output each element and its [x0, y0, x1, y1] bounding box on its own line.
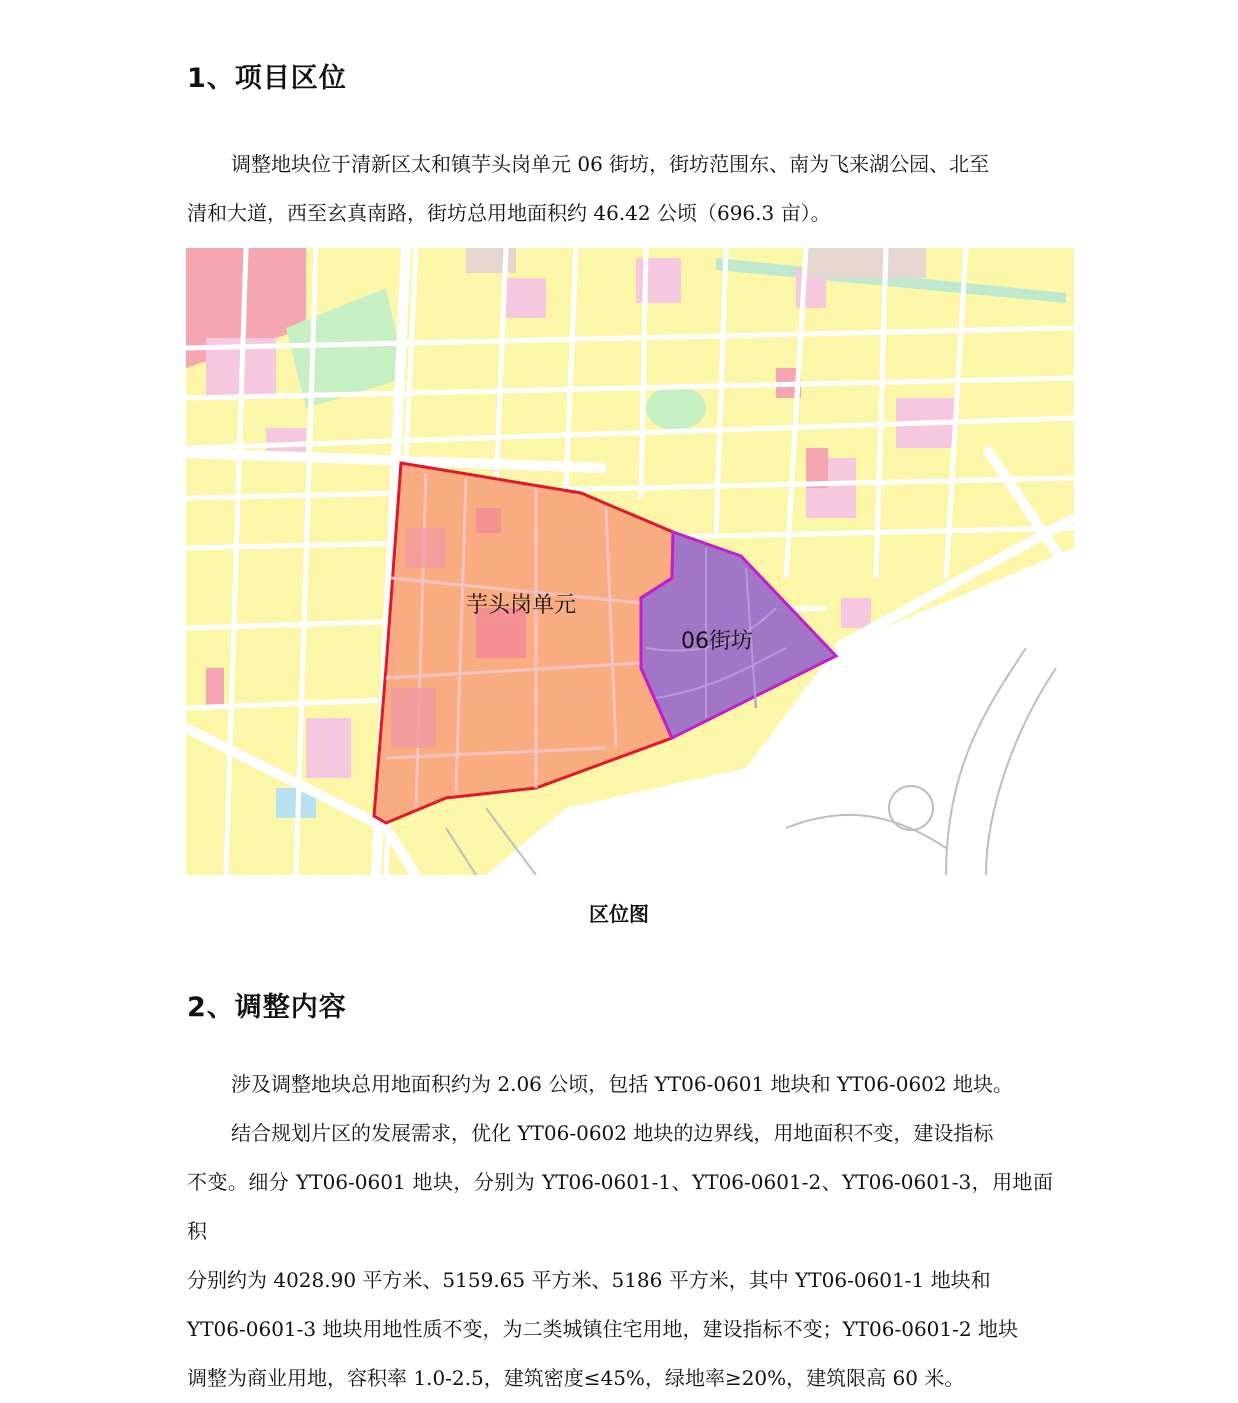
location-map — [186, 248, 1074, 875]
paragraph-line: YT06-0601-3 地块用地性质不变，为二类城镇住宅用地，建设指标不变；YT06-0601-2 地块 — [187, 1317, 1018, 1341]
paragraph-line: 结合规划片区的发展需求，优化 YT06-0602 地块的边界线，用地面积不变，建设指标 — [231, 1121, 994, 1145]
paragraph-line: 不变。细分 YT06-0601 地块，分别为 YT06-0601-1、YT06-0601-2、YT06-0601-3，用地面积 — [187, 1170, 1053, 1243]
paragraph-line: 分别约为 4028.90 平方米、5159.65 平方米、5186 平方米，其中 YT06-0601-1 地块和 — [187, 1268, 991, 1292]
unit-commercial-parcel — [406, 528, 446, 568]
map-commercial-parcel — [206, 668, 224, 708]
unit-label: 芋头岗单元 — [466, 593, 577, 618]
paragraph-line: 涉及调整地块总用地面积约为 2.06 公顷，包括 YT06-0601 地块和 YT06-0602 地块。 — [231, 1072, 1013, 1096]
map-commercial-parcel — [841, 598, 871, 628]
paragraph-line: 调整地块位于清新区太和镇芋头岗单元 06 街坊，街坊范围东、南为飞来湖公园、北至 — [231, 152, 990, 176]
paragraph-line: 清和大道，西至玄真南路，街坊总用地面积约 46.42 公顷（696.3 亩）。 — [187, 201, 831, 225]
map-commercial-parcel — [506, 278, 546, 318]
section-2-paragraph — [187, 1060, 1053, 1403]
map-caption: 区位图 — [589, 902, 649, 926]
paragraph-line: 调整为商业用地，容积率 1.0-2.5，建筑密度≤45%，绿地率≥20%，建筑限高 60 米。 — [187, 1366, 965, 1390]
block-label: 06街坊 — [681, 629, 753, 654]
section-1-paragraph — [187, 140, 1053, 238]
map-commercial-parcel — [466, 248, 516, 273]
map-commercial-parcel — [806, 248, 926, 278]
section-2-heading: 2、调整内容 — [187, 992, 347, 1023]
unit-commercial-parcel — [476, 508, 501, 533]
unit-commercial-parcel — [391, 688, 436, 748]
section-1-heading: 1、项目区位 — [187, 63, 347, 94]
map-lake — [646, 386, 706, 430]
map-commercial-parcel — [306, 718, 351, 778]
